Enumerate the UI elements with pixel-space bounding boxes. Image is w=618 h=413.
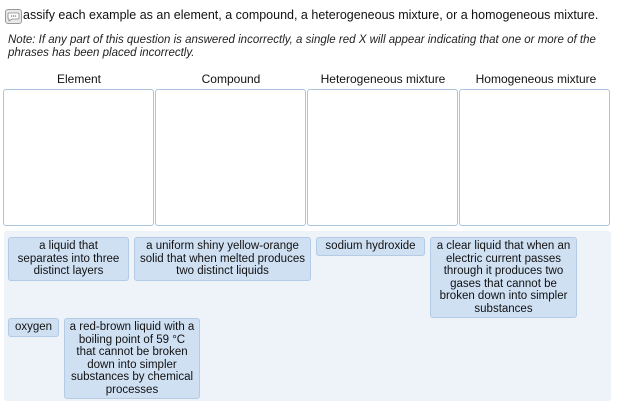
draggable-item-yellow-orange-solid[interactable]: a uniform shiny yellow-orange solid that when melted produces two distinct liquids <box>134 237 311 281</box>
draggable-item-oxygen[interactable]: oxygen <box>8 318 59 337</box>
column-header-element: Element <box>56 72 102 86</box>
column-header-heterogeneous: Heterogeneous mixture <box>320 72 446 86</box>
instruction-note: Note: If any part of this question is answered incorrectly, a single red X will appear indicating that one or more of the phrases has been placed incorrectly. <box>8 34 596 59</box>
draggable-item-three-layers[interactable]: a liquid that separates into three distinct layers <box>8 237 129 281</box>
drop-zone-element[interactable] <box>3 89 154 226</box>
draggable-item-red-brown-liquid[interactable]: a red-brown liquid with a boiling point of 59 °C that cannot be broken down into simpler substances by chemical processes <box>64 318 200 399</box>
draggable-item-sodium-hydroxide[interactable]: sodium hydroxide <box>316 237 425 256</box>
question-prompt <box>6 8 598 22</box>
question-text: assify each example as an element, a compound, a heterogeneous mixture, or a homogeneous mixture. <box>23 8 599 22</box>
column-header-compound: Compound <box>201 72 261 86</box>
drop-zone-compound[interactable] <box>155 89 306 226</box>
draggable-item-clear-liquid[interactable]: a clear liquid that when an electric current passes through it produces two gases that cannot be broken down into simpler substances <box>430 237 577 318</box>
drop-zone-homogeneous[interactable] <box>459 89 610 226</box>
column-header-homogeneous: Homogeneous mixture <box>475 72 597 86</box>
drop-zone-heterogeneous[interactable] <box>307 89 458 226</box>
